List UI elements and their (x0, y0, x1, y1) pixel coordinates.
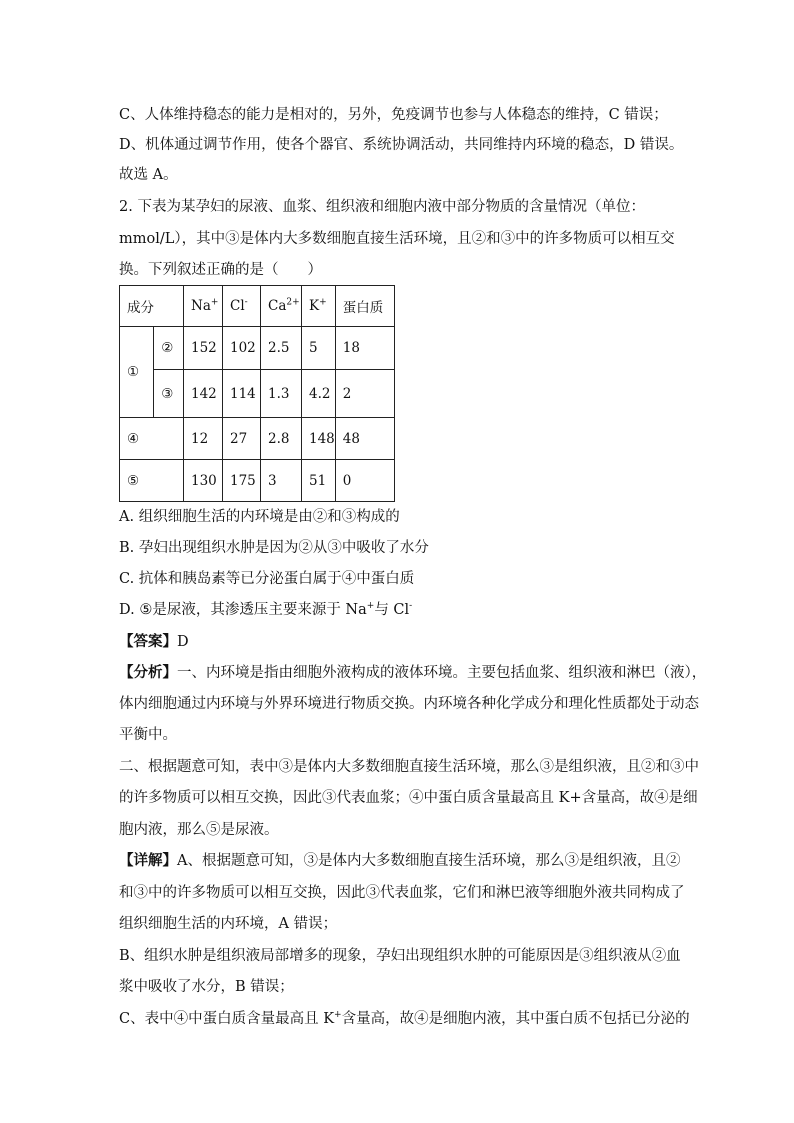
answer-tag: 【答案】 (119, 633, 177, 650)
analysis-line-1 (119, 663, 706, 683)
cell-k: 4.2 (302, 370, 336, 418)
header-k (302, 286, 336, 327)
paragraph-d: D、机体通过调节作用，使各个器官、系统协调活动，共同维持内环境的稳态，D 错误。 (119, 137, 684, 153)
cell-k: 148 (302, 418, 336, 460)
cell-k: 5 (302, 327, 336, 370)
detail-text-6a: C、表中④中蛋白质含量最高且 K (119, 1011, 335, 1027)
row-group-1: ① (120, 327, 154, 418)
question-line-2: mmol/L），其中③是体内大多数细胞直接生活环境，且②和③中的许多物质可以相互交 (119, 231, 675, 247)
option-d-sup-2: - (409, 601, 413, 612)
row-label-5: ⑤ (120, 460, 184, 502)
header-ca-sup: 2+ (286, 297, 300, 308)
row-label-3: ③ (154, 370, 184, 418)
analysis-line-3: 平衡中。 (119, 727, 177, 743)
cell-k: 51 (302, 460, 336, 502)
table-header-row (120, 286, 395, 327)
cell-ca: 3 (261, 460, 302, 502)
header-ca-text: Ca (268, 298, 287, 314)
detail-text-1: A、根据题意可知，③是体内大多数细胞直接生活环境，那么③是组织液，且② (177, 853, 681, 869)
cell-ca: 2.8 (261, 418, 302, 460)
cell-protein: 48 (335, 418, 394, 460)
header-cl-text: Cl (230, 298, 245, 314)
header-protein: 蛋白质 (335, 286, 394, 327)
answer-value: D (177, 634, 189, 650)
detail-line-1 (119, 851, 680, 871)
analysis-line-2: 体内细胞通过内环境与外界环境进行物质交换。内环境各种化学成分和理化性质都处于动态 (119, 696, 699, 712)
option-a: A. 组织细胞生活的内环境是由②和③构成的 (119, 509, 400, 525)
detail-sup-6: + (334, 1010, 342, 1021)
row-label-4: ④ (120, 418, 184, 460)
option-d (119, 600, 412, 620)
row-label-2: ② (154, 327, 184, 370)
option-b: B. 孕妇出现组织水肿是因为②从③中吸收了水分 (119, 540, 429, 556)
cell-protein: 0 (335, 460, 394, 502)
analysis-line-5: 的许多物质可以相互交换，因此③代表血浆；④中蛋白质含量最高且 K+含量高，故④是细 (119, 790, 698, 806)
header-na-sup: + (210, 297, 219, 308)
header-component: 成分 (120, 286, 184, 327)
detail-tag: 【详解】 (119, 852, 177, 869)
header-na (184, 286, 223, 327)
cell-ca: 2.5 (261, 327, 302, 370)
paragraph-c: C、人体维持稳态的能力是相对的，另外，免疫调节也参与人体稳态的维持，C 错误； (119, 107, 668, 123)
composition-table (119, 285, 395, 502)
table-row (120, 460, 395, 502)
analysis-line-6: 胞内液，那么⑤是尿液。 (119, 822, 279, 838)
detail-text-6b: 含量高，故④是细胞内液，其中蛋白质不包括已分泌的 (341, 1011, 690, 1027)
cell-cl: 27 (223, 418, 261, 460)
header-cl-sup: - (244, 297, 248, 308)
cell-na: 130 (184, 460, 223, 502)
header-k-sup: + (319, 297, 327, 308)
question-line-1: 2. 下表为某孕妇的尿液、血浆、组织液和细胞内液中部分物质的含量情况（单位： (119, 199, 645, 215)
analysis-line-4: 二、根据题意可知，表中③是体内大多数细胞直接生活环境，那么③是组织液，且②和③中 (119, 759, 699, 775)
cell-protein: 18 (335, 327, 394, 370)
cell-cl: 175 (223, 460, 261, 502)
cell-protein: 2 (335, 370, 394, 418)
option-d-text: D. ⑤是尿液，其渗透压主要来源于 Na (119, 602, 367, 618)
header-na-text: Na (191, 298, 211, 314)
detail-line-6 (119, 1009, 690, 1029)
option-d-text-2: 与 Cl (374, 602, 410, 618)
answer-line (119, 632, 189, 652)
option-c: C. 抗体和胰岛素等已分泌蛋白属于④中蛋白质 (119, 571, 415, 587)
header-k-text: K (309, 298, 320, 314)
cell-na: 142 (184, 370, 223, 418)
detail-line-4: B、组织水肿是组织液局部增多的现象，孕妇出现组织水肿的可能原因是③组织液从②血 (119, 948, 681, 964)
header-ca (261, 286, 302, 327)
option-d-sup-1: + (366, 601, 375, 612)
cell-na: 152 (184, 327, 223, 370)
header-cl (223, 286, 261, 327)
paragraph-choice: 故选 A。 (119, 167, 178, 183)
cell-ca: 1.3 (261, 370, 302, 418)
detail-line-3: 组织细胞生活的内环境，A 错误； (119, 916, 338, 932)
question-line-3: 换。下列叙述正确的是（ ） (119, 262, 322, 278)
detail-line-5: 浆中吸收了水分，B 错误； (119, 979, 294, 995)
table-row (120, 370, 395, 418)
analysis-tag: 【分析】 (119, 664, 177, 681)
cell-cl: 102 (223, 327, 261, 370)
table-row (120, 327, 395, 370)
cell-cl: 114 (223, 370, 261, 418)
table-row (120, 418, 395, 460)
detail-line-2: 和③中的许多物质可以相互交换，因此③代表血浆，它们和淋巴液等细胞外液共同构成了 (119, 885, 685, 901)
analysis-text-1: 一、内环境是指由细胞外液构成的液体环境。主要包括血浆、组织液和淋巴（液）， (177, 665, 707, 681)
cell-na: 12 (184, 418, 223, 460)
